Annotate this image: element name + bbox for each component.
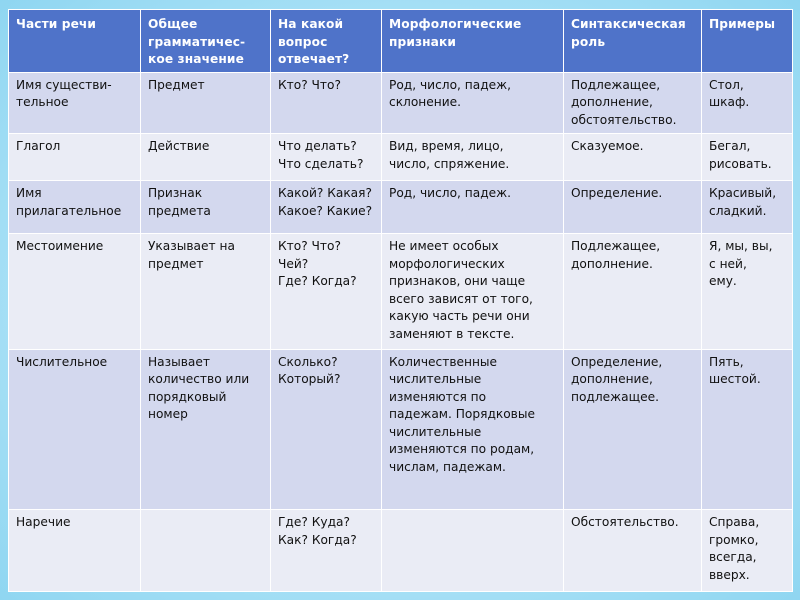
cell-meaning — [141, 510, 271, 592]
header-morphological-features: Морфологические признаки — [382, 10, 564, 73]
cell-part: Числительное — [9, 349, 141, 509]
cell-examples: Бегал, рисовать. — [702, 134, 793, 181]
header-part-of-speech: Части речи — [9, 10, 141, 73]
cell-question: Где? Куда? Как? Когда? — [271, 510, 382, 592]
cell-examples: Пять, шестой. — [702, 349, 793, 509]
table-row — [9, 510, 793, 592]
cell-morph: Род, число, падеж, склонение. — [382, 72, 564, 134]
cell-question: Кто? Что? — [271, 72, 382, 134]
cell-part: Местоимение — [9, 234, 141, 349]
cell-meaning: Признак предмета — [141, 181, 271, 234]
table-row — [9, 181, 793, 234]
cell-question: Сколько? Который? — [271, 349, 382, 509]
cell-examples: Справа, громко, всегда, вверх. — [702, 510, 793, 592]
cell-meaning: Предмет — [141, 72, 271, 134]
table-row — [9, 349, 793, 509]
cell-syntax: Определение, дополнение, подлежащее. — [564, 349, 702, 509]
cell-examples: Стол, шкаф. — [702, 72, 793, 134]
cell-part: Глагол — [9, 134, 141, 181]
cell-morph: Количественные числительные изменяются по падежам. Порядковые числительные изменяются по родам, числам, падежам. — [382, 349, 564, 509]
cell-meaning: Называет количество или порядковый номер — [141, 349, 271, 509]
table-row — [9, 234, 793, 349]
cell-question: Кто? Что? Чей? Где? Когда? — [271, 234, 382, 349]
cell-syntax: Сказуемое. — [564, 134, 702, 181]
parts-of-speech-table — [8, 9, 793, 592]
cell-morph: Не имеет особых морфологических признаков, они чаще всего зависят от того, какую часть речи они заменяют в тексте. — [382, 234, 564, 349]
table-header-row — [9, 10, 793, 73]
cell-meaning: Действие — [141, 134, 271, 181]
header-question: На какой вопрос отвечает? — [271, 10, 382, 73]
cell-part: Имя существи- тельное — [9, 72, 141, 134]
cell-morph: Род, число, падеж. — [382, 181, 564, 234]
cell-syntax: Подлежащее, дополнение. — [564, 234, 702, 349]
cell-question: Что делать? Что сделать? — [271, 134, 382, 181]
cell-syntax: Обстоятельство. — [564, 510, 702, 592]
header-examples: Примеры — [702, 10, 793, 73]
cell-syntax: Определение. — [564, 181, 702, 234]
cell-syntax: Подлежащее, дополнение, обстоятельство. — [564, 72, 702, 134]
slide-frame — [8, 9, 792, 592]
cell-part: Имя прилагательное — [9, 181, 141, 234]
cell-question: Какой? Какая? Какое? Какие? — [271, 181, 382, 234]
cell-part: Наречие — [9, 510, 141, 592]
cell-morph — [382, 510, 564, 592]
header-syntactic-role: Синтаксическая роль — [564, 10, 702, 73]
cell-morph: Вид, время, лицо, число, спряжение. — [382, 134, 564, 181]
table-row — [9, 134, 793, 181]
cell-meaning: Указывает на предмет — [141, 234, 271, 349]
table-row — [9, 72, 793, 134]
cell-examples: Я, мы, вы, с ней, ему. — [702, 234, 793, 349]
header-grammatical-meaning: Общее грамматичес- кое значение — [141, 10, 271, 73]
cell-examples: Красивый, сладкий. — [702, 181, 793, 234]
